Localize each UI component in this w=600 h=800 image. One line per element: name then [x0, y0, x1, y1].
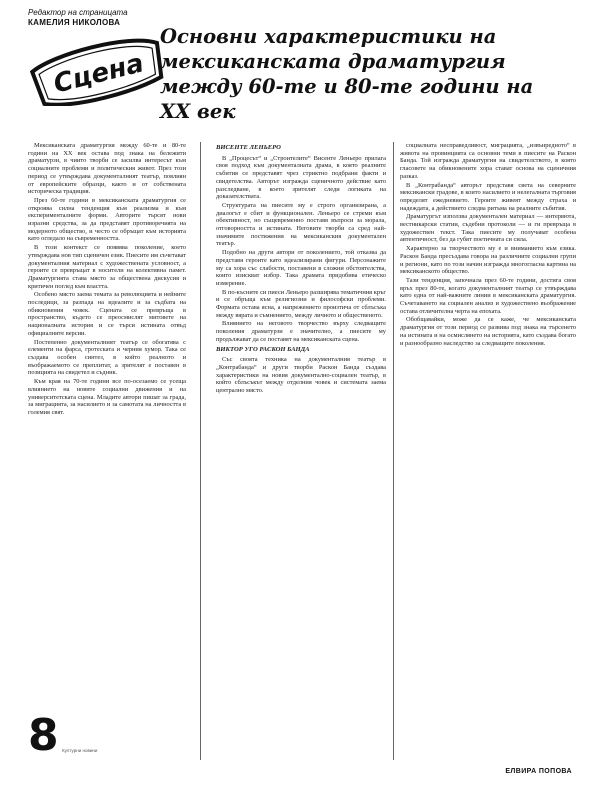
paragraph: Подобно на други автори от поколението, той отказва да представя героите като идеализирани фигури. Персонажите му са хора със слабости, поставени в сложни обстоятелства, които изискват избор. Така драмата придобива етическо измерение.: [216, 249, 386, 287]
page-editor-credit: [28, 8, 128, 28]
paragraph: Със своята техника на документалния театър в „Контрабанда“ и други творби Раскон Банда създава характеристики на новия документално-социален театър, в който сблъсъкът между отделния човек и системата заема централно място.: [216, 356, 386, 395]
paragraph: В „Процесът“ и „Строителите“ Висенте Леньеро прилага своя подход към документалната драма, в която реалните събития се представят чрез стриктно подбрани факти и свидетелства. Авторът изгражда сценичното действие като разследване, в което зрителят следи логиката на доказателствата.: [216, 154, 386, 201]
subheading: ВИСЕНТЕ ЛЕНЬЕРО: [216, 144, 281, 151]
paragraph: Постепенно документалният театър се обогатява с елементи на фарса, гротеската и черния хумор. Така се създава особен синтез, в който реалното и въображаемото се преплитат, а зрителят е поставен в позицията на свидетел и съдник.: [28, 338, 186, 377]
article-author: ЕЛВИРА ПОПОВА: [505, 768, 572, 775]
paragraph: Към края на 70-те години все по-осезаемо се усеща влиянието на новите социални движения и на университетската сцена. Младите автори пишат за града, за миграцията, за насилието и за самотата на личността в големия свят.: [28, 378, 186, 416]
subheading: ВИКТОР УГО РАСКОН БАНДА: [216, 345, 310, 353]
paragraph: Структурата на пиесите му е строго организирана, а диалогът е сбит и функционален. Леньеро се стреми към обективност, но същевременно поставя въпроси за морала, отговорността и истината. Неговите творби са сред най-значимите постижения на мексиканския документален театър.: [216, 201, 386, 248]
paragraph: В „Контрабанда“ авторът представя света на северните мексикански градове, в които насилието и нелегалната търговия определят ежедневието. Героите живеят между страха и надеждата, а действието следва ритъма на реалните събития.: [400, 181, 576, 212]
paragraph: През 60-те години в мексиканската драматургия се откроява силна тенденция към реализма и към експерименталните форми. Авторите търсят нови изразни средства, за да представят противоречията на модерното общество, и често се обръщат към историята като огледало на съвременността.: [28, 196, 186, 243]
paragraph: Обобщавайки, може да се каже, че мексиканската драматургия от този период се развива под знака на търсенето на истината и на осмислянето на историята, като създава богато и разнообразно наследство за следващите поколения.: [400, 316, 576, 347]
section-stamp-label: Сцена: [50, 48, 147, 100]
paragraph: социалната несправедливост, миграцията, „извънредното“ в живота на провинцията са основни теми в пиесите на Раскон Банда. Той изгражда драматургия на свидетелството, в която гласовете на обикновените хора стават основа на сценичния разказ.: [400, 142, 576, 180]
column-2: [216, 142, 386, 760]
publication-name: Културни новини: [62, 748, 98, 753]
column-1: [28, 142, 186, 760]
page-number: 8: [28, 710, 59, 761]
article-title: Основни характеристики на мексиканската драматургия между 60-те и 80-те години на XX век: [160, 25, 534, 123]
paragraph: Влиянието на неговото творчество върху следващите поколения драматурзи е значително, а пиесите му продължават да се поставят на мексиканската сцена.: [216, 320, 386, 343]
column-3: [400, 142, 576, 760]
section-stamp: [28, 36, 168, 106]
paragraph: В този контекст се появява поколение, което утвърждава нов тип сценичен език. Пиесите им съчетават документалния материал с художествената условност, а героите се превръщат в носители на колективна памет. Драматургията става място за обществена дискусия и критичен поглед към властта.: [28, 244, 186, 290]
article-body: [28, 142, 576, 760]
paragraph: Мексиканската драматургия между 60-те и 80-те години на XX век остава под знака на бележити драматурзи, в чиито творби се засилва интересът към социалните проблеми и политическия живот. През този период се утвърждава документалният театър, повлиян от европейските образци, както и от собствената историческа традиция.: [28, 142, 186, 196]
editor-role: Редактор на страницата: [28, 8, 128, 17]
paragraph: Тази тенденция, започнала през 60-те години, достига своя връх през 80-те, когато документалният театър се утвърждава като една от най-важните линии в мексиканската драматургия. Съчетаването на социален анализ и художествено въображение остава отличителна черта на епохата.: [400, 276, 576, 315]
paragraph: В по-късните си пиеси Леньеро разширява тематичния кръг и се обръща към религиозни и философски проблеми. Формата остава ясна, а напрежението произтича от сблъсъка между вярата и съмнението, между личното и общественото.: [216, 288, 386, 319]
paragraph: Драматургът използва документален материал — интервюта, вестникарски статии, съдебни протоколи — и ги превръща в художествен текст. Така пиесите му получават особена автентичност, без да губят поетичната си сила.: [400, 213, 576, 244]
paragraph: Особено място заема темата за революцията и нейните последици, за разпада на идеалите и за съдбата на обикновения човек. Сцената се превръща в пространство, където се преосмислят митовете на националната история и се търси истината отвъд официалните версии.: [28, 291, 186, 337]
paragraph: Характерно за творчеството му е и вниманието към езика. Раскон Банда пресъздава говора на различните социални групи и региони, като по този начин изгражда многогласна картина на мексиканското общество.: [400, 245, 576, 276]
editor-name: КАМЕЛИЯ НИКОЛОВА: [28, 18, 121, 27]
